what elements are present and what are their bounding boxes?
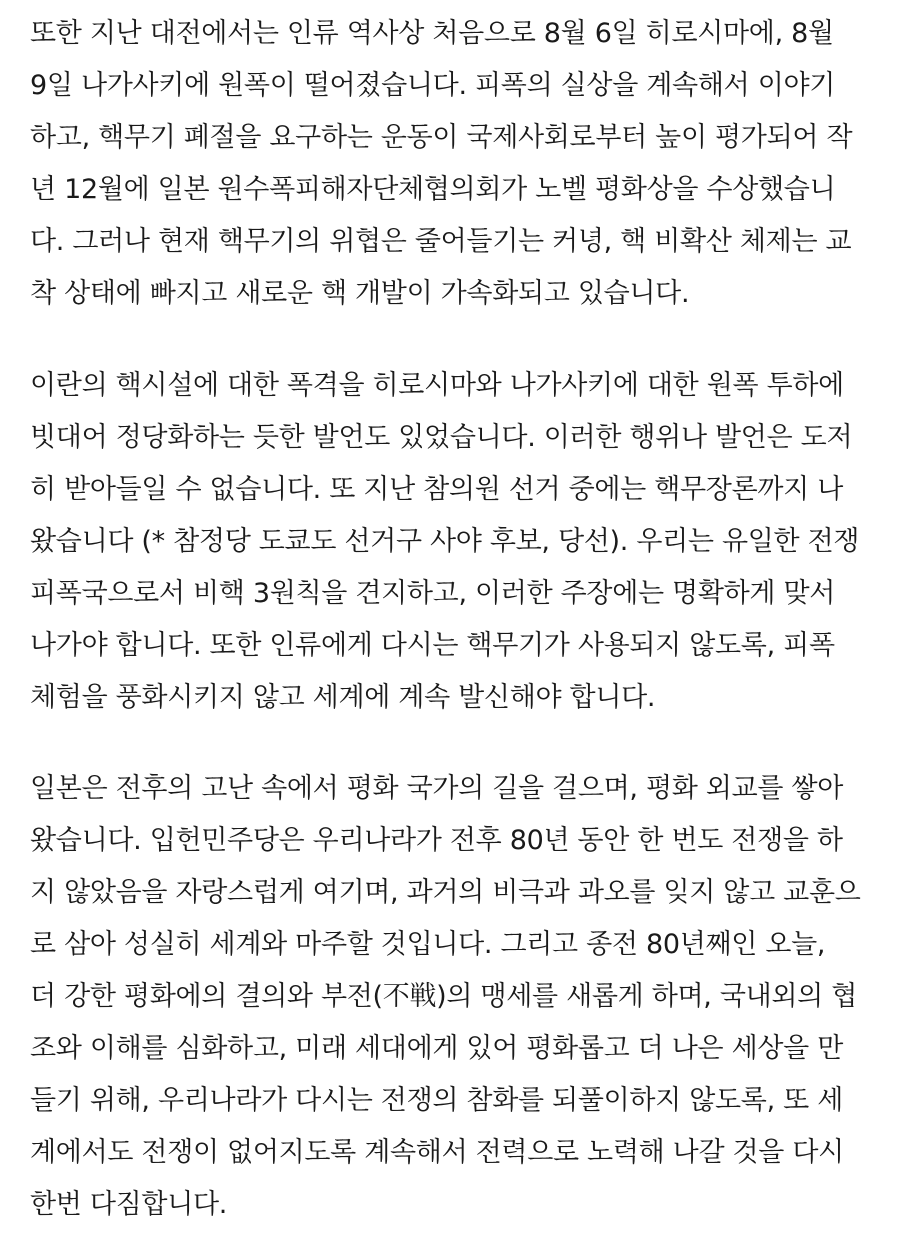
text-line: 더 강한 평화에의 결의와 부전(不戦)의 맹세를 새롭게 하며, 국내외의 협 <box>30 981 858 1012</box>
text-line: 또한 지난 대전에서는 인류 역사상 처음으로 8월 6일 히로시마에, 8월 <box>30 18 834 49</box>
text-line: 체험을 풍화시키지 않고 세계에 계속 발신해야 합니다. <box>30 682 656 713</box>
text-line: 한번 다짐합니다. <box>30 1189 228 1220</box>
text-line: 조와 이해를 심화하고, 미래 세대에게 있어 평화롭고 더 나은 세상을 만 <box>30 1033 844 1064</box>
text-line: 년 12월에 일본 원수폭피해자단체협의회가 노벨 평화상을 수상했습니 <box>30 174 836 205</box>
text-line: 지 않았음을 자랑스럽게 여기며, 과거의 비극과 과오를 잊지 않고 교훈으 <box>30 877 861 908</box>
text-line: 하고, 핵무기 폐절을 요구하는 운동이 국제사회로부터 높이 평가되어 작 <box>30 122 853 153</box>
text-line: 착 상태에 빠지고 새로운 핵 개발이 가속화되고 있습니다. <box>30 278 690 309</box>
paragraph-2 <box>30 360 859 724</box>
text-line: 계에서도 전쟁이 없어지도록 계속해서 전력으로 노력해 나갈 것을 다시 <box>30 1137 844 1168</box>
text-line: 왔습니다 (* 참정당 도쿄도 선거구 사야 후보, 당선). 우리는 유일한 전쟁 <box>30 526 860 557</box>
text-line: 빗대어 정당화하는 듯한 발언도 있었습니다. 이러한 행위나 발언은 도저 <box>30 422 853 453</box>
text-line: 9일 나가사키에 원폭이 떨어졌습니다. 피폭의 실상을 계속해서 이야기 <box>30 70 836 101</box>
text-line: 왔습니다. 입헌민주당은 우리나라가 전후 80년 동안 한 번도 전쟁을 하 <box>30 825 843 856</box>
text-line: 피폭국으로서 비핵 3원칙을 견지하고, 이러한 주장에는 명확하게 맞서 <box>30 578 836 609</box>
paragraph-1 <box>30 8 852 320</box>
text-line: 다. 그러나 현재 핵무기의 위협은 줄어들기는 커녕, 핵 비확산 체제는 교 <box>30 226 852 257</box>
text-line: 로 삼아 성실히 세계와 마주할 것입니다. 그리고 종전 80년째인 오늘, <box>30 929 826 960</box>
text-line: 나가야 합니다. 또한 인류에게 다시는 핵무기가 사용되지 않도록, 피폭 <box>30 630 835 661</box>
text-line: 들기 위해, 우리나라가 다시는 전쟁의 참화를 되풀이하지 않도록, 또 세 <box>30 1085 844 1116</box>
text-line: 일본은 전후의 고난 속에서 평화 국가의 길을 걸으며, 평화 외교를 쌓아 <box>30 773 844 804</box>
text-line: 히 받아들일 수 없습니다. 또 지난 참의원 선거 중에는 핵무장론까지 나 <box>30 474 844 505</box>
text-line: 이란의 핵시설에 대한 폭격을 히로시마와 나가사키에 대한 원폭 투하에 <box>30 370 844 401</box>
paragraph-3 <box>30 763 861 1231</box>
